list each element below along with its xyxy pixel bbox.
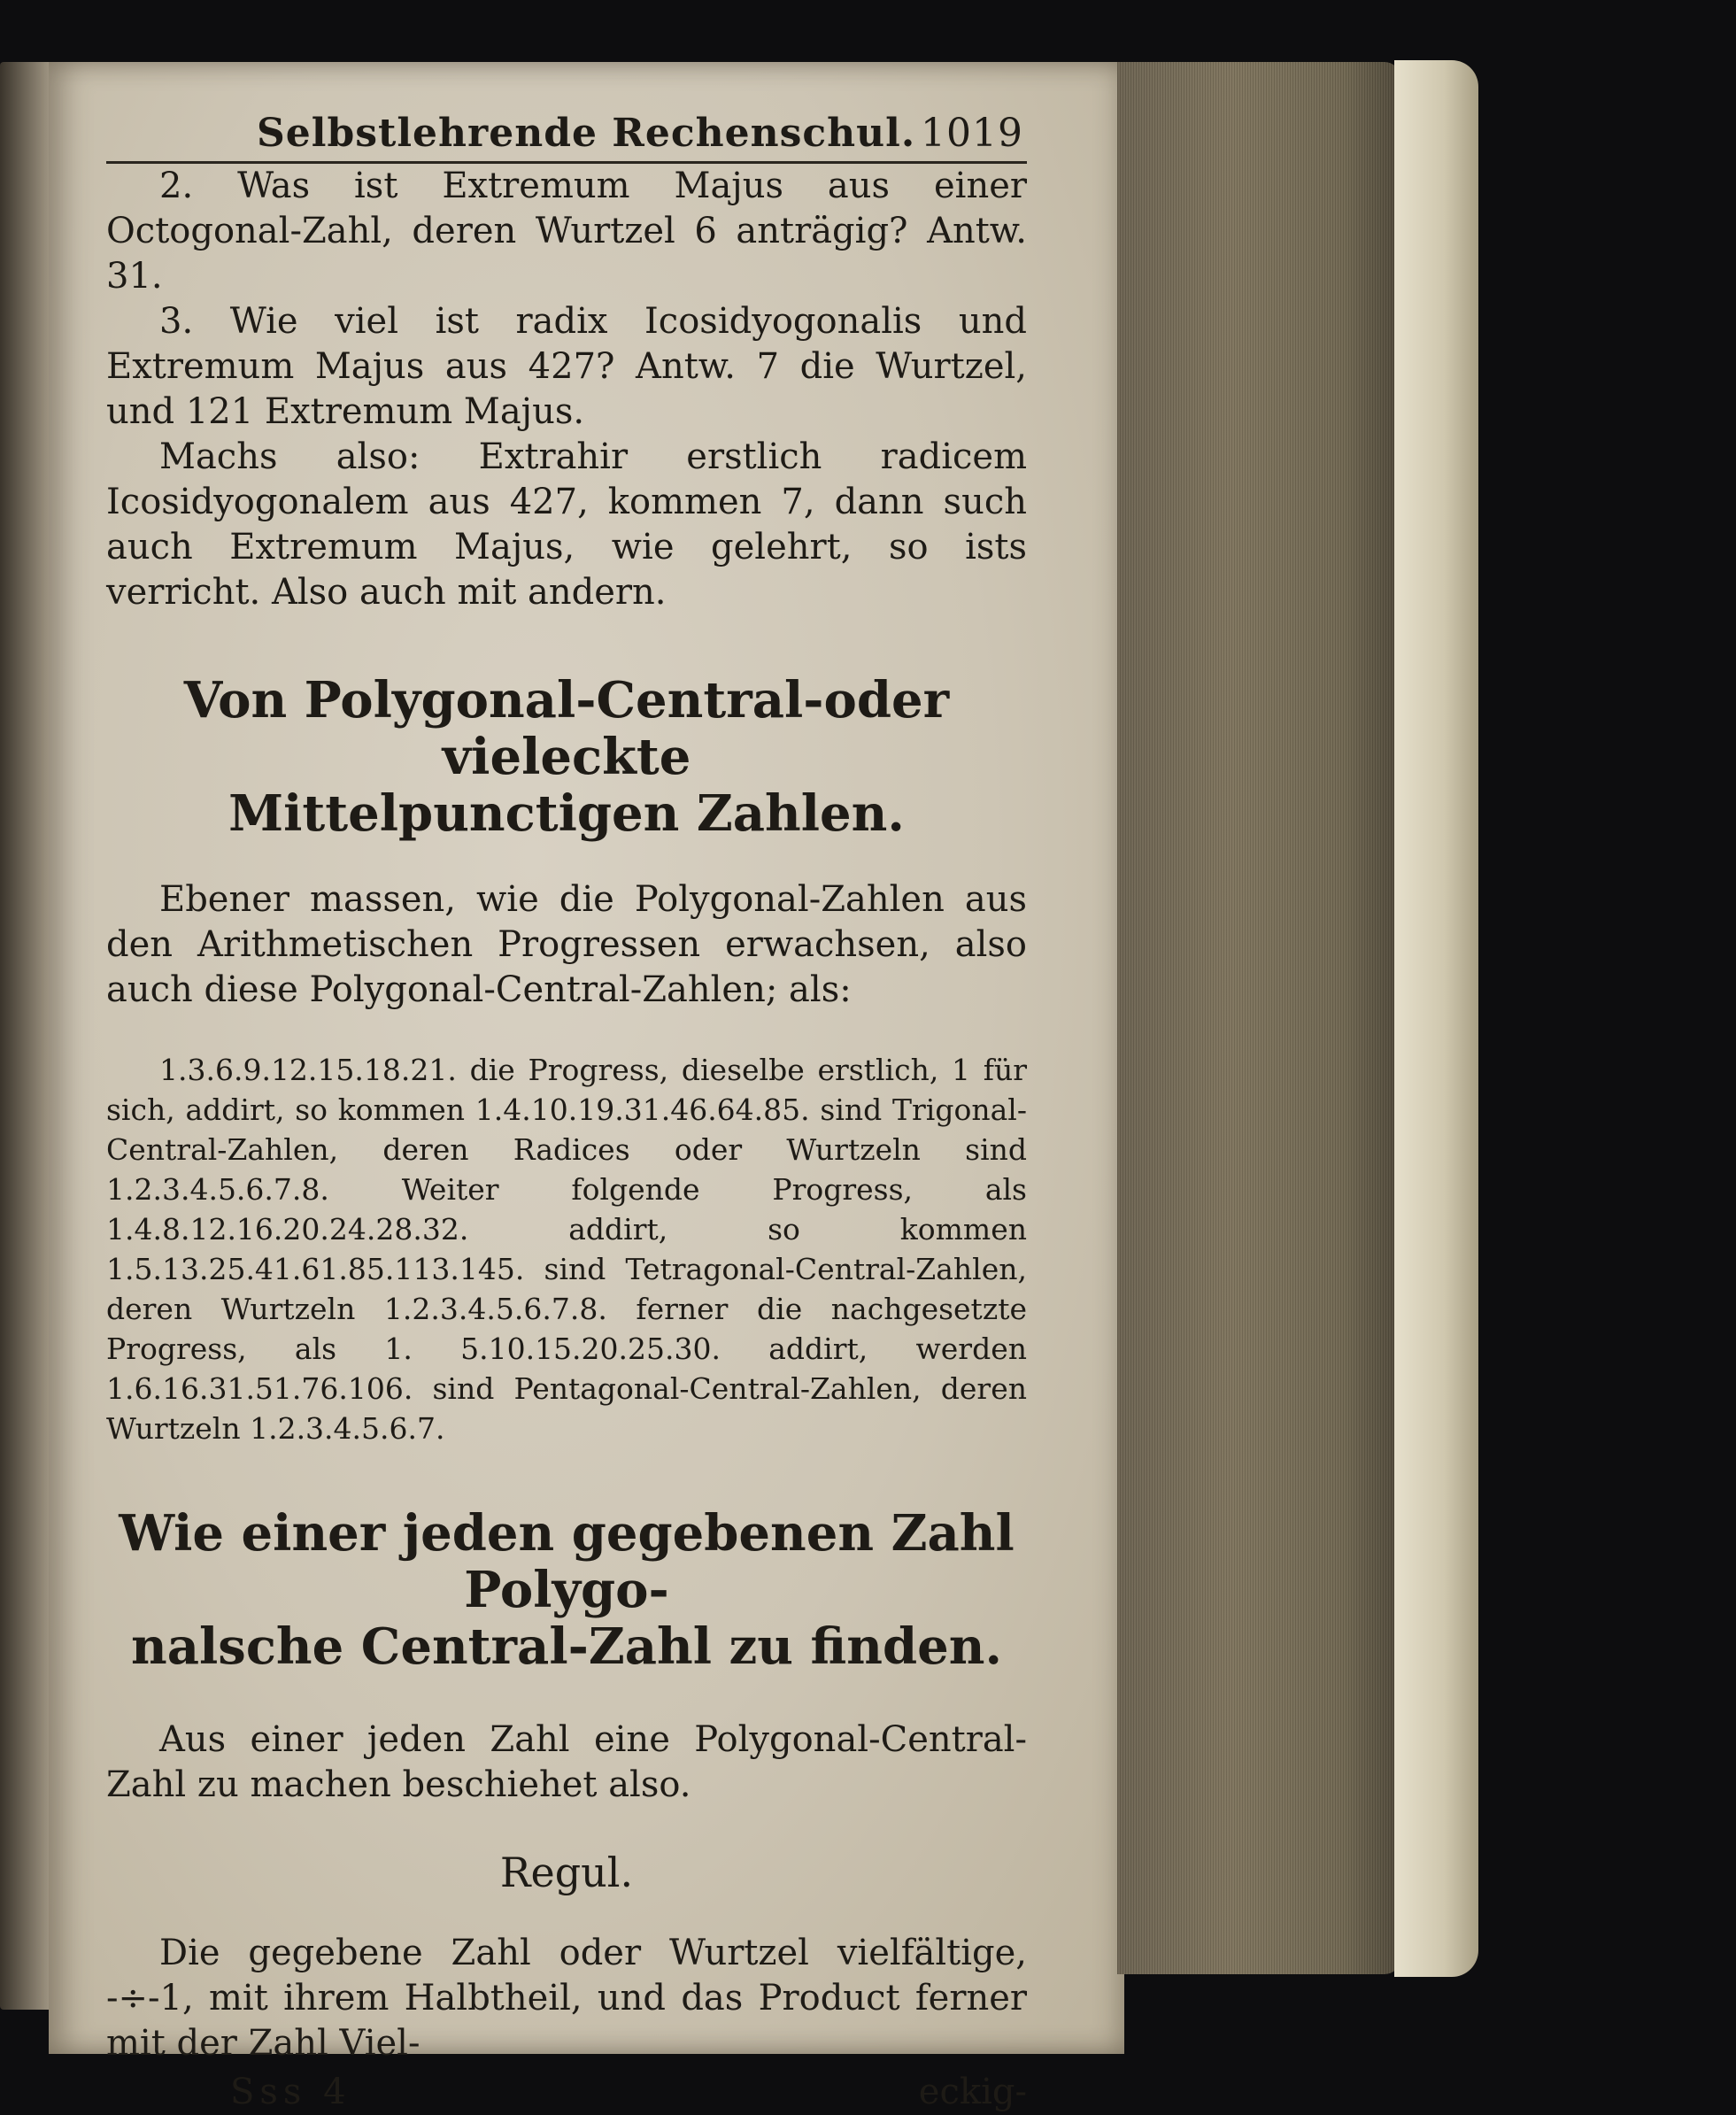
- section-heading-central: [106, 672, 1027, 842]
- page-footer: [106, 2070, 1027, 2115]
- catchword: eckig-: [918, 2072, 1027, 2112]
- book-cover-edge: [1394, 60, 1478, 1977]
- heading-line-2: Mittelpunctigen Zahlen.: [228, 784, 905, 843]
- signature-mark: Sss 4: [230, 2072, 351, 2112]
- regul-text: Die gegebene Zahl oder Wurtzel vielfältige, -÷-1, mit ihrem Halbtheil, und das Product ferner mit der Zahl Viel-: [106, 1933, 1027, 2064]
- running-title: Selbstlehrende Rechenschul.: [257, 111, 916, 156]
- intro-paragraph: Ebener massen, wie die Polygonal-Zahlen aus den Arithmetischen Progressen erwachsen, also auch diese Polygonal-Central-Zahlen; als:: [106, 879, 1027, 1010]
- page-block-edges: [1117, 62, 1400, 1974]
- progress-detail: 1.3.6.9.12.15.18.21. die Progress, dieselbe erstlich, 1 für sich, addirt, so kommen 1.4.10.19.31.46.64.85. sind Trigonal-Central-Zahlen, deren Radices oder Wurtzeln sind 1.2.3.4.5.6.7.8. Weiter folgende Progress, als 1.4.8.12.16.20.24.28.32. addirt, so kommen 1.5.13.25.41.61.85.113.145. sind Tetragonal-Central-Zahlen, deren Wurtzeln 1.2.3.4.5.6.7.8. ferner die nachgesetzte Progress, als 1. 5.10.15.20.25.30. addirt, werden 1.6.16.31.51.76.106. sind Pentagonal-Central-Zahlen, deren Wurtzeln 1.2.3.4.5.6.7.: [106, 1053, 1027, 1446]
- question-2: 2. Was ist Extremum Majus aus einer Octogonal-Zahl, deren Wurtzel 6 anträgig? Antw. 31.: [106, 166, 1027, 297]
- running-head: [106, 111, 1027, 164]
- heading-line-1: Wie einer jeden gegebenen Zahl Polygo-: [119, 1504, 1015, 1619]
- page-text: [106, 111, 1027, 2115]
- section-heading-find: [106, 1505, 1027, 1675]
- page-number: 1019: [921, 111, 1023, 156]
- find-intro: Aus einer jeden Zahl eine Polygonal-Central-Zahl zu machen beschiehet also.: [106, 1719, 1027, 1805]
- question-3: 3. Wie viel ist radix Icosidyogonalis und Extremum Majus aus 427? Antw. 7 die Wurtzel, und 121 Extremum Majus.: [106, 301, 1027, 432]
- machs-paragraph: Machs also: Extrahir erstlich radicem Icosidyogonalem aus 427, kommen 7, dann such auch Extremum Majus, wie gelehrt, so ists verricht. Also auch mit andern.: [106, 436, 1027, 613]
- heading-line-1: Von Polygonal-Central-oder vieleckte: [183, 671, 950, 786]
- regul-title: Regul.: [499, 1849, 634, 1896]
- heading-line-2: nalsche Central-Zahl zu finden.: [131, 1617, 1002, 1676]
